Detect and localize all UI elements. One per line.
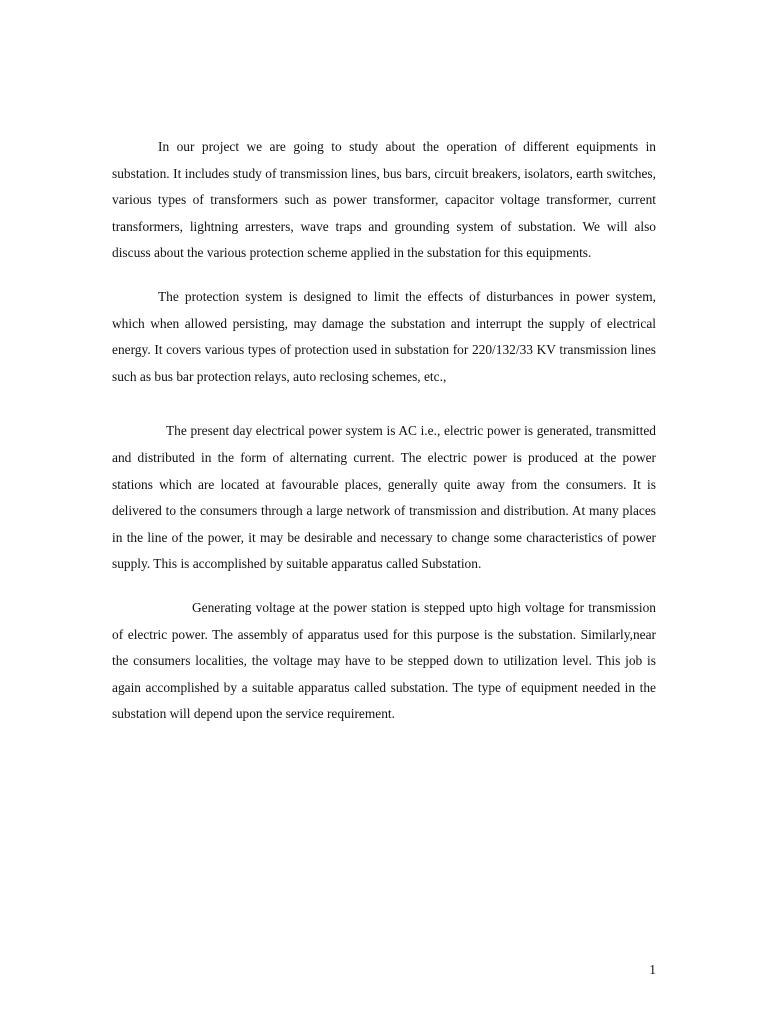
paragraph-2: The protection system is designed to limit the effects of disturbances in power system, which when allowed persisting, may damage the substation and interrupt the supply of electrical energy. It covers various types of protection used in substation for 220/132/33 KV transmission lines such as bus bar protection relays, auto reclosing schemes, etc., [112, 288, 656, 384]
page-number: 1 [649, 962, 656, 977]
paragraph-3: The present day electrical power system is AC i.e., electric power is generated, transmitted and distributed in the form of alternating current. The electric power is produced at the power stations which are located at favourable places, generally quite away from the consumers. It is delivered to the consumers through a large network of transmission and distribution. At many places in the line of the power, it may be desirable and necessary to change some characteristics of power supply. This is accomplished by suitable apparatus called Substation. [112, 423, 656, 572]
paragraph-1: In our project we are going to study about the operation of different equipments in substation. It includes study of transmission lines, bus bars, circuit breakers, isolators, earth switches, various types of transformers such as power transformer, capacitor voltage transformer, current transformers, lightning arresters, wave traps and grounding system of substation. We will also discuss about the various protection scheme applied in the substation for this equipments. [112, 139, 656, 261]
body-text [112, 134, 656, 745]
paragraph-4: Generating voltage at the power station is stepped upto high voltage for transmission of electric power. The assembly of apparatus used for this purpose is the substation. Similarly,near the consumers localities, the voltage may have to be stepped down to utilization level. This job is again accomplished by a suitable apparatus called substation. The type of equipment needed in the substation will depend upon the service requirement. [112, 599, 656, 722]
